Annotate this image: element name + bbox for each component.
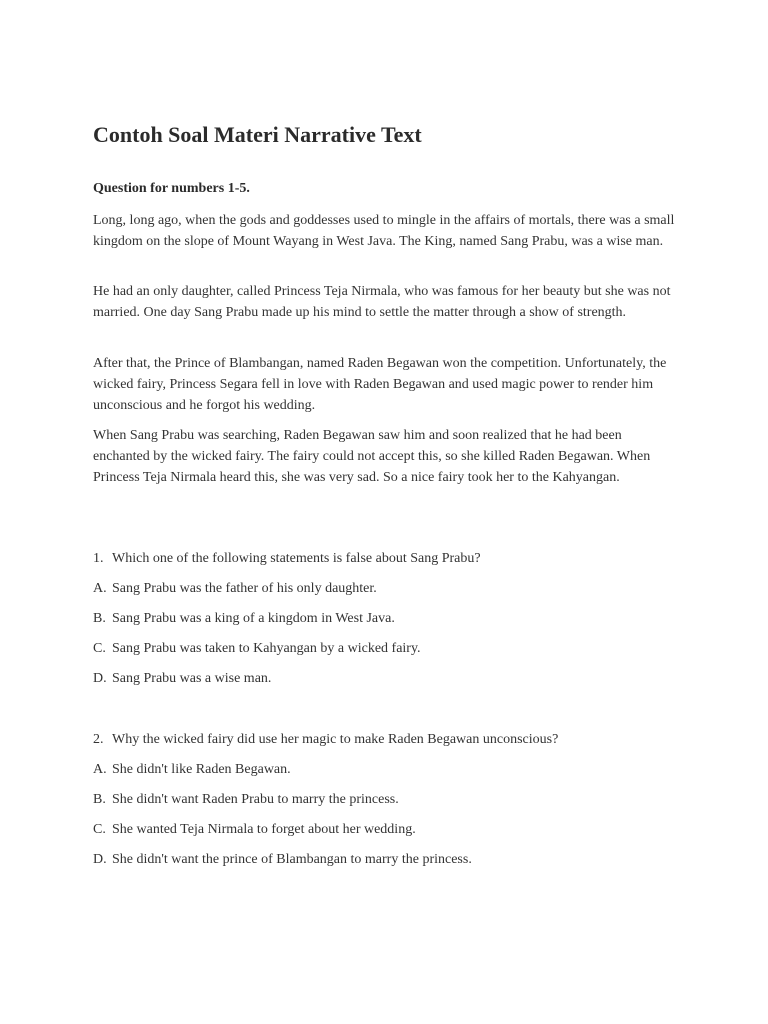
option-letter: D. (93, 671, 107, 686)
question-2-option-b (93, 789, 399, 810)
option-text: Sang Prabu was the father of his only daughter. (112, 581, 377, 596)
story-paragraph-4: When Sang Prabu was searching, Raden Begawan saw him and soon realized that he had been enchanted by the wicked fairy. The fairy could not accept this, so she killed Raden Begawan. When Princess Teja Nirmala heard this, she was very sad. So a nice fairy took her to the Kahyangan. (93, 428, 651, 485)
story-paragraph-1: Long, long ago, when the gods and goddesses used to mingle in the affairs of mortals, there was a small kingdom on the slope of Mount Wayang in West Java. The King, named Sang Prabu, was a wise man. (93, 213, 675, 249)
option-text: Sang Prabu was a wise man. (112, 671, 272, 686)
question-header: Question for numbers 1-5. (93, 181, 250, 196)
question-number: 2. (93, 732, 104, 747)
question-1-stem (93, 548, 481, 569)
question-1-option-b (93, 608, 395, 629)
page-title: Contoh Soal Materi Narrative Text (93, 122, 422, 147)
option-letter: B. (93, 792, 106, 807)
option-letter: C. (93, 822, 106, 837)
option-letter: A. (93, 581, 107, 596)
question-number: 1. (93, 551, 104, 566)
question-2-stem (93, 729, 558, 750)
option-text: She wanted Teja Nirmala to forget about her wedding. (112, 822, 416, 837)
option-text: She didn't want the prince of Blambangan to marry the princess. (112, 852, 472, 867)
question-text: Why the wicked fairy did use her magic to make Raden Begawan unconscious? (112, 732, 559, 747)
question-1-option-d (93, 668, 271, 689)
story-paragraph-2: He had an only daughter, called Princess Teja Nirmala, who was famous for her beauty but she was not married. One day Sang Prabu made up his mind to settle the matter through a show of strength. (93, 284, 671, 320)
question-2-option-d (93, 849, 472, 870)
question-1-option-a (93, 578, 377, 599)
question-text: Which one of the following statements is false about Sang Prabu? (112, 551, 481, 566)
option-letter: D. (93, 852, 107, 867)
story-paragraph-3: After that, the Prince of Blambangan, named Raden Begawan won the competition. Unfortunately, the wicked fairy, Princess Segara fell in love with Raden Begawan and used magic power to render him unconscious and he forgot his wedding. (93, 356, 667, 413)
question-2-option-a (93, 759, 291, 780)
option-text: She didn't want Raden Prabu to marry the princess. (112, 792, 399, 807)
question-1-option-c (93, 638, 421, 659)
option-text: She didn't like Raden Begawan. (112, 762, 291, 777)
option-text: Sang Prabu was a king of a kingdom in West Java. (112, 611, 395, 626)
option-text: Sang Prabu was taken to Kahyangan by a wicked fairy. (112, 641, 421, 656)
option-letter: C. (93, 641, 106, 656)
question-2-option-c (93, 819, 416, 840)
option-letter: A. (93, 762, 107, 777)
option-letter: B. (93, 611, 106, 626)
